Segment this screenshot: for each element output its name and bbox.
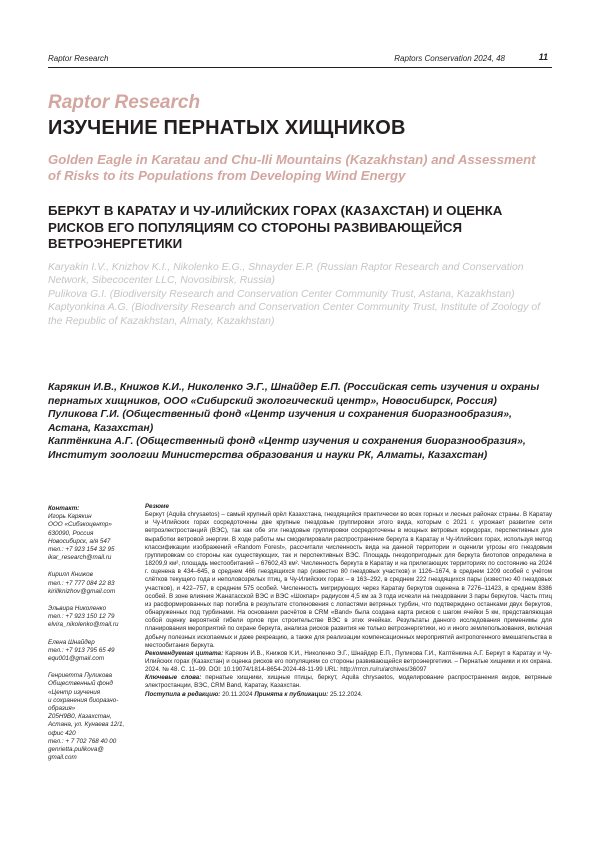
contact-line: genrietta.pulikova@ xyxy=(48,746,104,754)
authors-en xyxy=(48,261,553,328)
author-affiliation-en: Karyakin I.V., Knizhov K.I., Nikolenko E.G., Shnayder E.P. (Russian Raptor Research and Conservation Network, Sibecocenter LLC, Novosibirsk, Russia) xyxy=(48,262,524,287)
contact-block xyxy=(48,513,136,562)
running-header-journal: Raptors Conservation 2024, 48 xyxy=(394,54,505,63)
contact-line: офис 420 xyxy=(48,729,76,737)
contact-line: тел.: +7 913 795 65 49 xyxy=(48,646,115,654)
abstract-title: Резюме xyxy=(145,503,169,510)
contact-block xyxy=(48,571,136,596)
contact-line: Новосибирск, а/я 547 xyxy=(48,537,111,545)
contact-line: тел.: + 7 702 768 40 00 xyxy=(48,737,117,745)
contact-line: Общественный фонд xyxy=(48,680,113,688)
contact-block xyxy=(48,672,136,762)
accepted-label: Принята к публикации: xyxy=(254,690,329,698)
contact-line: kirillknizhov@gmail.com xyxy=(48,587,116,595)
contact-line: тел.: +7 777 084 22 83 xyxy=(48,579,115,587)
contact-line: gmail.com xyxy=(48,754,77,762)
accepted-date: 25.12.2024. xyxy=(329,690,363,698)
keywords xyxy=(145,674,552,690)
contact-line: Елена Шнайдер xyxy=(48,638,95,646)
contact-line: elvira_nikolenko@mail.ru xyxy=(48,621,119,629)
author-affiliation-ru: Пуликова Г.И. (Общественный фонд «Центр изучения и сохранения биоразнообразия», Астана, Казахстан) xyxy=(48,409,512,434)
author-affiliation-en: Kaptyonkina A.G. (Biodiversity Research and Conservation Center Community Trust, Institute of Zoology of the Republic of Kazakhstan, Almaty, Kazakhstan) xyxy=(48,302,541,327)
contact-line: «Центр изучения xyxy=(48,688,101,696)
dates xyxy=(145,691,552,699)
citation-text: Карякин И.В., Книжов К.И., Николенко Э.Г., Шнайдер Е.П., Пуликова Г.И., Каптёнкина А.Г. Беркут в Каратау и Чу-Илийских горах (Казахстан) и оценка рисков его популяциям со стороны развивающейся ветроэнергетики. – Пернатые хищники и их охрана. 2024. № 48. С. 11–99. DOI: 10.19074/1814-8654-2024-48-11-99 URL: http://rrrcn.ru/ru/archives/36097 xyxy=(145,649,552,674)
contact-line: equ001@gmail.com xyxy=(48,655,105,663)
author-affiliation-ru: Каптёнкина А.Г. (Общественный фонд «Центр изучения и сохранения биоразнообразия», Институт зоологии Министерства образования и науки РК, Алматы, Казахстан) xyxy=(48,436,526,461)
article-title-en: Golden Eagle in Karatau and Chu-Ili Mountains (Kazakhstan) and Assessment of Risks to its Populations from Developing Wind Energy xyxy=(48,152,536,183)
contact-block xyxy=(48,605,136,630)
contact-line: Эльвира Николенко xyxy=(48,605,107,613)
contact-blocks xyxy=(48,513,136,762)
contact-line: тел.: +7 923 150 12 79 xyxy=(48,613,115,621)
section-title-ru: ИЗУЧЕНИЕ ПЕРНАТЫХ ХИЩНИКОВ xyxy=(48,117,406,139)
author-affiliation-ru: Карякин И.В., Книжов К.И., Николенко Э.Г., Шнайдер Е.П. (Российская сеть изучения и охраны пернатых хищников, ООО «Сибирский экологический центр», Новосибирск, Россия) xyxy=(48,382,540,407)
page-number: 11 xyxy=(538,52,548,62)
contact-line: 630090, Россия xyxy=(48,529,94,537)
contact-line: Астана, ул. Кунаева 12/1, xyxy=(48,721,125,729)
header-rule xyxy=(48,67,552,68)
contacts-title: Контакт: xyxy=(48,505,80,512)
contact-line: Z05H9B0, Казахстан, xyxy=(48,713,112,721)
received-label: Поступила в редакцию: xyxy=(145,690,221,698)
article-title-ru: БЕРКУТ В КАРАТАУ И ЧУ-ИЛИЙСКИХ ГОРАХ (КАЗАХСТАН) И ОЦЕНКА РИСКОВ ЕГО ПОПУЛЯЦИЯМ СО СТОРОНЫ РАЗВИВАЮЩЕЙСЯ ВЕТРОЭНЕРГЕТИКИ xyxy=(48,203,503,251)
contact-line: образия» xyxy=(48,705,76,713)
contact-line: Генриетта Пуликова xyxy=(48,672,113,680)
contact-line: Игорь Карякин xyxy=(48,513,92,521)
contact-line: ООО «Сибэкоцентр» xyxy=(48,521,112,529)
contact-line: тел.: +7 923 154 32 95 xyxy=(48,546,115,554)
contact-line: и сохранения биоразно- xyxy=(48,696,119,704)
abstract-text: Беркут (Aquila chrysaetos) – самый крупный орёл Казахстана, гнездящийся практически во всех горных и лесных районах страны. В Каратау и Чу-Илийских горах сосредоточены две крупные гнездовые группировки этого вида, которым с 2021 г. угрожает развитие сети ветроэлектростанций (ВЭС), так как обе эти гнездовые группировки сосредоточены в мощных ветровых коридорах, перспективных для выработки ветровой энергии. В ходе работы мы смоделировали распространение беркута в Каратау и Чу-Илийских горах, используя метод классификации изображений «Random Forest», рассчитали численность вида на данной территории и оценили угрозы его гнездовым группировкам со стороны как существующих, так и перспективных ВЭС. Площадь гнездопригодных для беркута биотопов определена в 18209,9 км², площадь местообитаний – 67602,43 км². Численность беркута в Каратау и на прилегающих территориях по состоянию на 2024 г. оценена в 434–645, в среднем 466 гнездящихся пар (известно 80 гнездовых участков) и 1126–1674, в среднем 1209 особей с учётом слётков текущего года и неполовозрелых птиц, в Чу-Илийских горах – в 163–292, в среднем 222 гнездящихся пары (известно 40 гнездовых участков), и 422–757, в среднем 575 особей. Численность мигрирующих через Каратау беркутов оценена в 7276–11423, в среднем 8386 особей. В зоне влияния Жанатасской ВЭС и ВЭС «Шокпар» радиусом 4,5 км за 3 года исчезли на гнездовании 3 пары беркутов. Часть птиц из расформированных пар погибла в результате столкновения с лопастями ветряных турбин, что подтверждено останками двух беркутов, обнаруженных под турбинами. На основании расчётов в CRM «Band» была создана карта рисков с шагом ячейки 5 км, представляющая собой оценку вероятной гибели орлов при строительстве ВЭС в этих ячейках. Результаты данного исследования применимы для планирования мероприятий по охране беркута, анализа рисков развития не только ветроэнергетики, но и иного землепользования, включая добычу полезных ископаемых и даже рекреацию, а также для реализации компенсационных мероприятий антропогенного вмешательства в местообитания беркута. xyxy=(145,511,552,649)
keywords-text: пернатые хищники, хищные птицы, беркут, Aquila chrysaetos, моделирование распространения видов, ветряные электростанции, ВЭС, CRM Band, Каратау, Казахстан. xyxy=(145,674,552,690)
author-affiliation-en: Pulikova G.I. (Biodiversity Research and Conservation Center Community Trust, Astana, Kazakhstan) xyxy=(48,288,515,300)
contact-block xyxy=(48,639,136,664)
received-date: 20.11.2024 xyxy=(222,690,253,698)
abstract xyxy=(145,503,552,699)
citation-label: Рекомендуемая цитата: xyxy=(145,649,224,657)
contacts-sidebar xyxy=(48,505,136,771)
keywords-label: Ключевые слова: xyxy=(145,674,202,682)
running-header-section: Raptor Research xyxy=(48,54,109,63)
section-title-en: Raptor Research xyxy=(48,92,201,113)
authors-ru xyxy=(48,381,553,463)
contact-line: ikar_research@mail.ru xyxy=(48,554,112,562)
contact-line: Кирилл Книжов xyxy=(48,571,93,579)
citation xyxy=(145,650,552,674)
